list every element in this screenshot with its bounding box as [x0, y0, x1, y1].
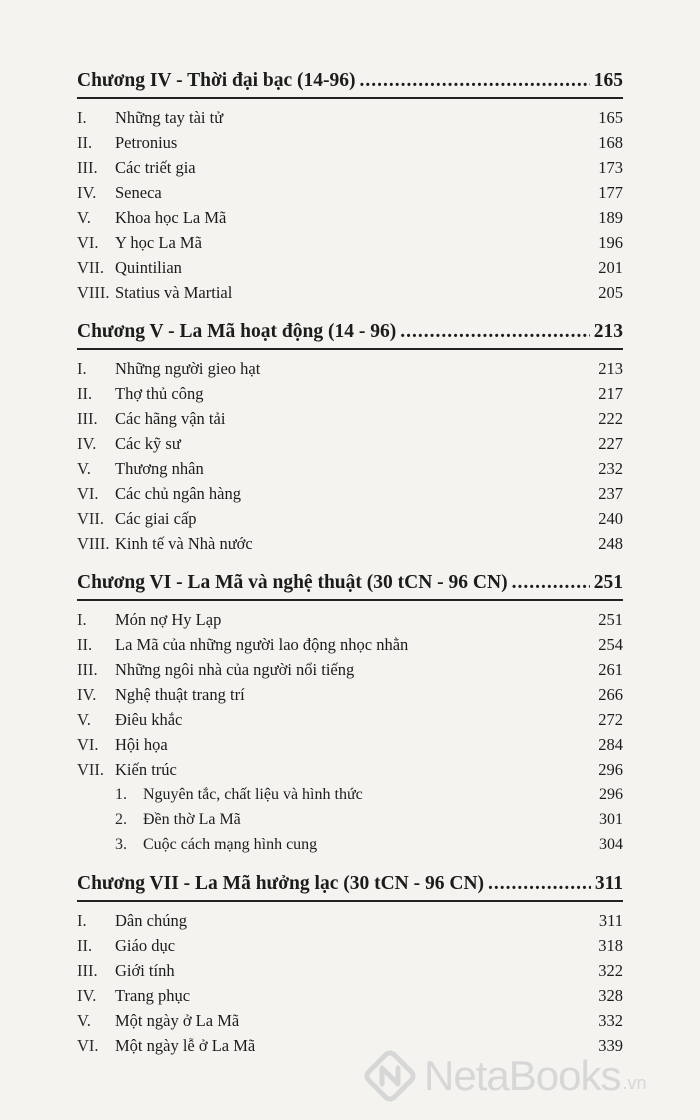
entry-title: Thợ thủ công [115, 384, 204, 403]
toc-entry [77, 958, 623, 983]
toc-subentry [77, 832, 623, 857]
chapter-heading [77, 315, 623, 348]
entry-number: I. [77, 359, 87, 378]
watermark-brand: NetaBooks [424, 1052, 621, 1099]
entry-page: 240 [598, 509, 623, 528]
entry-page: 248 [598, 534, 623, 553]
chapter-heading [77, 64, 623, 97]
chapter-page: 311 [594, 873, 623, 894]
entry-page: 168 [598, 133, 623, 152]
entry-page: 217 [598, 384, 623, 403]
entry-number: VI. [77, 233, 99, 252]
entry-number: V. [77, 208, 91, 227]
entry-page: 272 [598, 710, 623, 729]
toc-entry [77, 431, 623, 456]
entry-title: Thương nhân [115, 459, 204, 478]
entry-title: Các triết gia [115, 158, 196, 177]
entry-title: Các hãng vận tải [115, 409, 226, 428]
entry-title: Điêu khắc [115, 710, 183, 729]
entry-number: VI. [77, 735, 99, 754]
leader-dots [488, 867, 591, 900]
entry-number: I. [77, 108, 87, 127]
entry-number: VIII. [77, 283, 110, 302]
toc-entry [77, 607, 623, 632]
toc-entry [77, 105, 623, 130]
entry-title: Một ngày lễ ở La Mã [115, 1036, 256, 1055]
entry-title: Y học La Mã [115, 233, 202, 252]
entry-title: Quintilian [115, 258, 182, 277]
entry-page: 165 [598, 108, 623, 127]
toc-subentry [77, 807, 623, 832]
entry-number: VI. [77, 484, 99, 503]
entry-title: Món nợ Hy Lạp [115, 610, 222, 629]
chapter-page: 251 [593, 572, 623, 593]
entry-page: 205 [598, 283, 623, 302]
entry-title: La Mã của những người lao động nhọc nhằn [115, 635, 409, 654]
toc-entry [77, 180, 623, 205]
entry-number: VII. [77, 760, 105, 779]
chapter-title: Chương V - La Mã hoạt động (14 - 96) [77, 321, 397, 342]
entry-title: Các giai cấp [115, 509, 197, 528]
subentry-number: 2. [115, 811, 127, 828]
entry-page: 296 [598, 760, 623, 779]
watermark-suffix: .vn [622, 1073, 647, 1093]
toc-entry [77, 230, 623, 255]
toc-entry [77, 356, 623, 381]
entry-title: Những ngôi nhà của người nổi tiếng [115, 660, 355, 679]
entry-title: Khoa học La Mã [115, 208, 227, 227]
chapter-rule [77, 900, 623, 902]
toc-entry [77, 933, 623, 958]
entry-page: 261 [598, 660, 623, 679]
entry-page: 254 [598, 635, 623, 654]
toc-entry [77, 682, 623, 707]
chapter-title: Chương VI - La Mã và nghệ thuật (30 tCN - 96 CN) [77, 572, 508, 593]
entry-number: III. [77, 158, 98, 177]
toc-entry [77, 255, 623, 280]
subentry-title: Nguyên tắc, chất liệu và hình thức [143, 786, 363, 803]
entry-page: 196 [598, 233, 623, 252]
chapter-page: 213 [593, 321, 623, 342]
entry-title: Seneca [115, 183, 162, 202]
toc-entry [77, 456, 623, 481]
chapter-rule [77, 348, 623, 350]
entry-title: Những người gieo hạt [115, 359, 261, 378]
subentry-page: 304 [599, 836, 623, 853]
entry-number: IV. [77, 685, 97, 704]
chapter-block [77, 566, 623, 857]
subentry-title: Đền thờ La Mã [143, 811, 241, 828]
entry-page: 173 [598, 158, 623, 177]
leader-dots [360, 64, 590, 97]
chapter-rule [77, 599, 623, 601]
subentry-title: Cuộc cách mạng hình cung [143, 836, 318, 853]
chapter-block [77, 867, 623, 1058]
entry-title: Kinh tế và Nhà nước [115, 534, 253, 553]
netabooks-logo-icon [362, 1048, 418, 1104]
toc-entry [77, 130, 623, 155]
entry-number: IV. [77, 986, 97, 1005]
subentry-page: 301 [599, 811, 623, 828]
entry-number: III. [77, 409, 98, 428]
toc-entry [77, 531, 623, 556]
entry-number: VII. [77, 258, 105, 277]
entry-number: II. [77, 133, 93, 152]
entry-number: III. [77, 660, 98, 679]
entry-page: 332 [598, 1011, 623, 1030]
entry-number: IV. [77, 183, 97, 202]
entry-title: Các kỹ sư [115, 434, 181, 453]
toc-entry [77, 983, 623, 1008]
entry-number: V. [77, 710, 91, 729]
entry-title: Hội họa [115, 735, 168, 754]
entry-number: VII. [77, 509, 105, 528]
entry-title: Những tay tài tử [115, 108, 224, 127]
entry-page: 222 [598, 409, 623, 428]
chapter-title: Chương VII - La Mã hưởng lạc (30 tCN - 96 CN) [77, 873, 485, 894]
entry-number: VIII. [77, 534, 110, 553]
subentry-number: 1. [115, 786, 127, 803]
toc-entry [77, 657, 623, 682]
entry-page: 328 [598, 986, 623, 1005]
entry-number: IV. [77, 434, 97, 453]
entry-page: 232 [598, 459, 623, 478]
entry-page: 237 [598, 484, 623, 503]
entry-number: II. [77, 384, 93, 403]
toc-entry [77, 632, 623, 657]
toc-entry [77, 280, 623, 305]
entry-page: 284 [598, 735, 623, 754]
chapter-heading [77, 566, 623, 599]
entry-number: VI. [77, 1036, 99, 1055]
entry-page: 227 [598, 434, 623, 453]
leader-dots [400, 315, 590, 348]
chapter-block [77, 64, 623, 305]
chapter-page: 165 [593, 70, 623, 91]
entry-title: Một ngày ở La Mã [115, 1011, 240, 1030]
entry-number: I. [77, 911, 87, 930]
toc-entry [77, 908, 623, 933]
toc-entry [77, 707, 623, 732]
toc-entry [77, 406, 623, 431]
toc-entry [77, 205, 623, 230]
entry-number: II. [77, 936, 93, 955]
toc-entry [77, 757, 623, 782]
entry-title: Petronius [115, 133, 178, 152]
entry-title: Giới tính [115, 961, 175, 980]
subentry-number: 3. [115, 836, 127, 853]
entry-page: 201 [598, 258, 623, 277]
entry-title: Dân chúng [115, 911, 187, 930]
entry-page: 177 [598, 183, 623, 202]
toc-entry [77, 381, 623, 406]
watermark [362, 1048, 646, 1104]
leader-dots [512, 566, 590, 599]
entry-title: Giáo dục [115, 936, 176, 955]
entry-page: 318 [598, 936, 623, 955]
entry-title: Statius và Martial [115, 283, 233, 302]
toc-entry [77, 506, 623, 531]
chapter-title: Chương IV - Thời đại bạc (14-96) [77, 70, 356, 91]
chapter-block [77, 315, 623, 556]
entry-page: 213 [598, 359, 623, 378]
entry-number: III. [77, 961, 98, 980]
toc-entry [77, 1008, 623, 1033]
entry-number: V. [77, 1011, 91, 1030]
toc-subentry [77, 782, 623, 807]
entry-number: II. [77, 635, 93, 654]
entry-page: 266 [598, 685, 623, 704]
entry-page: 311 [598, 911, 623, 930]
toc-entry [77, 732, 623, 757]
table-of-contents [77, 64, 623, 1068]
chapter-heading [77, 867, 623, 900]
entry-number: V. [77, 459, 91, 478]
entry-title: Kiến trúc [115, 760, 177, 779]
entry-title: Các chủ ngân hàng [115, 484, 241, 503]
entry-title: Nghệ thuật trang trí [115, 685, 245, 704]
chapter-rule [77, 97, 623, 99]
entry-page: 251 [598, 610, 623, 629]
entry-page: 339 [598, 1036, 623, 1055]
toc-entry [77, 155, 623, 180]
entry-page: 189 [598, 208, 623, 227]
entry-title: Trang phục [115, 986, 191, 1005]
toc-entry [77, 481, 623, 506]
entry-page: 322 [598, 961, 623, 980]
subentry-page: 296 [599, 786, 623, 803]
entry-number: I. [77, 610, 87, 629]
